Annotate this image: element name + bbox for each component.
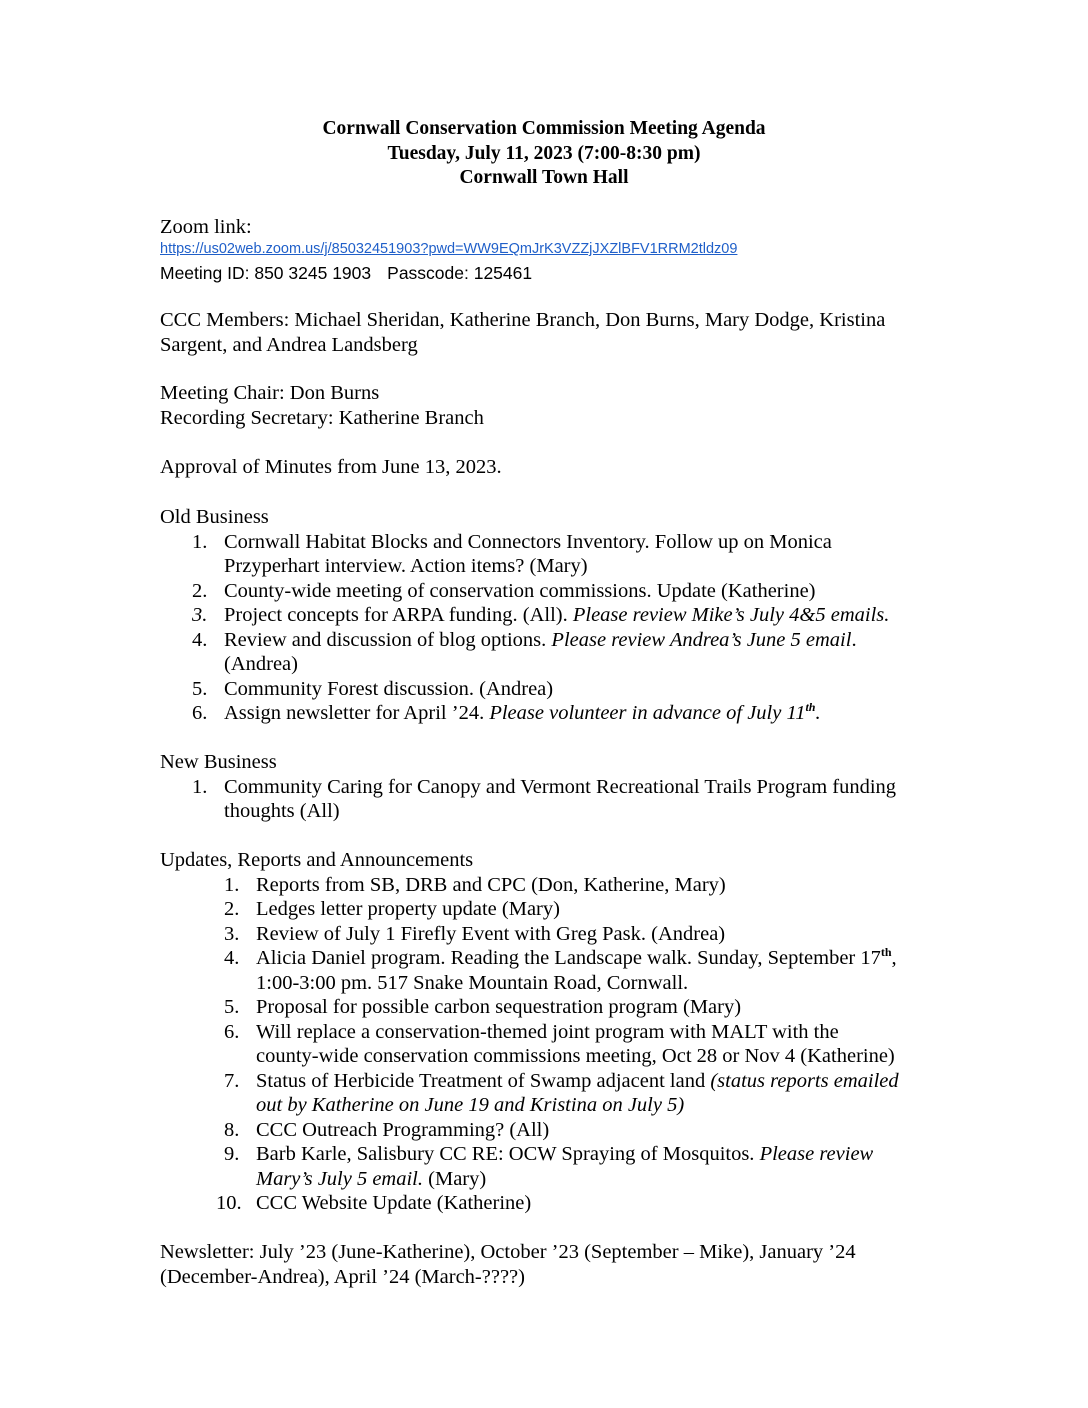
list-item: 2. Ledges letter property update (Mary)	[224, 898, 560, 920]
meeting-id: Meeting ID: 850 3245 1903	[160, 263, 372, 283]
members-list: CCC Members: Michael Sheridan, Katherine Branch, Don Burns, Mary Dodge, Kristina Sargent, and Andrea Landsberg	[160, 309, 886, 356]
passcode: Passcode: 125461	[387, 263, 533, 283]
agenda-title: Cornwall Conservation Commission Meeting Agenda	[322, 118, 766, 139]
list-item: 10. CCC Website Update (Katherine)	[216, 1192, 532, 1214]
agenda-header	[0, 117, 1088, 191]
list-item: 6. Assign newsletter for April ’24. Please volunteer in advance of July 11th.	[192, 700, 821, 724]
new-business-heading: New Business	[160, 751, 277, 773]
old-business-section	[160, 505, 960, 726]
zoom-link[interactable]: https://us02web.zoom.us/j/85032451903?pwd=WW9EQmJrK3VZZjJXZlBFV1RRM2tldz09	[160, 241, 738, 257]
updates-heading: Updates, Reports and Announcements	[160, 849, 474, 871]
meeting-roles	[160, 381, 960, 430]
list-item: 7. Status of Herbicide Treatment of Swamp adjacent land (status reports emailed out by Katherine on June 19 and Kristina on July 5)	[224, 1069, 899, 1116]
list-item: 5. Community Forest discussion. (Andrea)	[192, 677, 554, 700]
list-item: 9. Barb Karle, Salisbury CC RE: OCW Spraying of Mosquitos. Please review Mary’s July 5 email. (Mary)	[224, 1143, 874, 1190]
list-item: 4. Alicia Daniel program. Reading the Landscape walk. Sunday, September 17th, 1:00-3:00 pm. 517 Snake Mountain Road, Cornwall.	[224, 945, 897, 994]
list-item: 5. Proposal for possible carbon sequestration program (Mary)	[224, 996, 742, 1018]
newsletter-schedule: Newsletter: July ’23 (June-Katherine), October ’23 (September – Mike), January ’24 (December-Andrea), April ’24 (March-????)	[160, 1241, 856, 1288]
list-item: 3. Project concepts for ARPA funding. (All). Please review Mike’s July 4&5 emails.	[192, 604, 890, 626]
list-item: 1. Community Caring for Canopy and Vermont Recreational Trails Program funding thoughts (All)	[192, 775, 897, 822]
minutes-approval: Approval of Minutes from June 13, 2023.	[160, 456, 502, 478]
meeting-location: Cornwall Town Hall	[459, 167, 629, 188]
meeting-date: Tuesday, July 11, 2023 (7:00-8:30 pm)	[387, 142, 701, 164]
zoom-label: Zoom link:	[160, 216, 252, 238]
new-business-section	[160, 750, 960, 824]
list-item: 4. Review and discussion of blog options. Please review Andrea’s June 5 email. (Andrea)	[192, 628, 857, 675]
list-item: 6. Will replace a conservation-themed joint program with MALT with the county-wide conservation commissions meeting, Oct 28 or Nov 4 (Katherine)	[224, 1020, 895, 1067]
list-item: 2. County-wide meeting of conservation commissions. Update (Katherine)	[192, 579, 816, 602]
meeting-chair: Meeting Chair: Don Burns	[160, 382, 380, 404]
updates-section	[160, 848, 960, 1216]
recording-secretary: Recording Secretary: Katherine Branch	[160, 406, 484, 429]
old-business-heading: Old Business	[160, 506, 269, 528]
list-item: 8. CCC Outreach Programming? (All)	[224, 1118, 550, 1141]
meeting-credentials	[160, 261, 532, 285]
list-item: 1. Reports from SB, DRB and CPC (Don, Katherine, Mary)	[224, 873, 726, 896]
list-item: 1. Cornwall Habitat Blocks and Connectors Inventory. Follow up on Monica Przyperhart interview. Action items? (Mary)	[192, 530, 832, 577]
list-item: 3. Review of July 1 Firefly Event with Greg Pask. (Andrea)	[224, 922, 726, 945]
